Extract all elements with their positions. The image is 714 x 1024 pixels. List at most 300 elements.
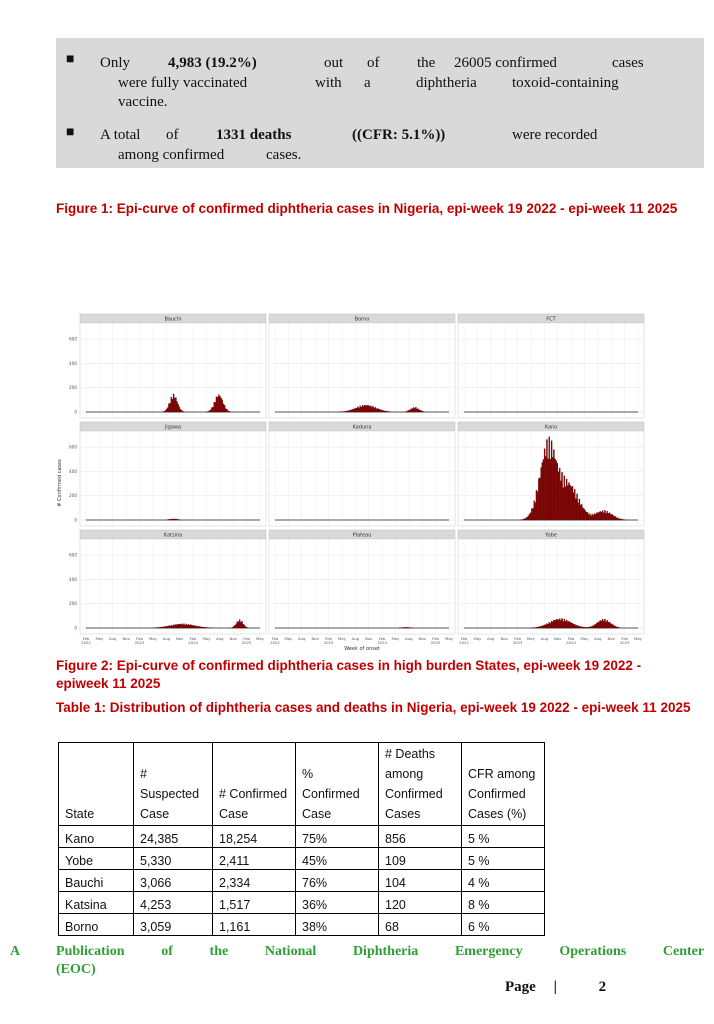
bar [608, 622, 609, 628]
bar [522, 519, 523, 520]
bar [550, 459, 551, 520]
y-tick-label: 0 [74, 409, 77, 415]
bar [588, 514, 589, 520]
table-cell: 120 [379, 892, 462, 914]
x-tick-year: 2022 [459, 640, 469, 645]
x-tick-label: Feb [82, 636, 90, 641]
bar [621, 519, 622, 520]
bar [615, 516, 616, 520]
bar [532, 508, 533, 520]
bar [599, 622, 600, 628]
bar [229, 411, 230, 412]
bullet2-word: of [166, 127, 179, 143]
page-separator: | [553, 979, 557, 995]
bar [353, 409, 354, 412]
bar [529, 514, 530, 520]
bar [174, 625, 175, 628]
bar [350, 410, 351, 412]
table-cell: 38% [296, 914, 379, 936]
bar [581, 504, 582, 520]
bar [556, 620, 557, 628]
bar [377, 408, 378, 412]
bar [190, 625, 191, 628]
bar [216, 397, 217, 412]
bar [541, 467, 542, 520]
bar [217, 397, 218, 412]
bar [163, 627, 164, 628]
bar [559, 468, 560, 520]
bar [165, 627, 166, 628]
x-tick-label: Feb [567, 636, 575, 641]
bar [542, 462, 543, 520]
bullet1-word: Only [100, 55, 130, 71]
bar [200, 627, 201, 628]
page-number [505, 979, 606, 996]
bar [179, 624, 180, 628]
y-axis-label: # Confirmed cases [57, 459, 63, 507]
bar [179, 407, 180, 412]
bar [608, 513, 609, 520]
bar [566, 479, 567, 520]
bar [172, 399, 173, 412]
bar [592, 626, 593, 628]
bar [563, 488, 564, 520]
bar [189, 625, 190, 628]
bar [611, 514, 612, 520]
x-tick-label: Aug [298, 636, 306, 641]
x-tick-label: Aug [487, 636, 495, 641]
bar [348, 411, 349, 412]
footer-word: Publication [56, 944, 125, 959]
summary-box [56, 38, 704, 168]
y-tick-label: 400 [69, 468, 77, 474]
bar [174, 519, 175, 520]
bar [603, 513, 604, 520]
x-tick-label: Nov [229, 636, 237, 641]
bar [560, 481, 561, 520]
x-tick-label: May [391, 636, 400, 641]
facet-title: Katsina [163, 532, 183, 539]
bar [528, 516, 529, 520]
bullet1-word: out [324, 55, 344, 71]
bar [601, 512, 602, 520]
table-cell: 68 [379, 914, 462, 936]
bar [596, 623, 597, 628]
bar [207, 627, 208, 628]
bullet1-word: with [315, 75, 342, 91]
bar [388, 411, 389, 412]
bullet-icon: ■ [66, 52, 75, 67]
bar [417, 409, 418, 412]
bar [365, 406, 366, 412]
bar [583, 627, 584, 628]
bar [577, 494, 578, 520]
bar [593, 515, 594, 520]
bar [180, 624, 181, 628]
facet-panel [80, 539, 266, 634]
bar [551, 621, 552, 628]
facet-title: Kano [544, 424, 558, 431]
bar [553, 620, 554, 628]
bar [561, 618, 562, 628]
bar [616, 518, 617, 520]
bar [578, 626, 579, 628]
table-cell: Katsina [59, 892, 134, 914]
x-tick-label: May [526, 636, 535, 641]
footer-word: Emergency [454, 944, 523, 959]
bar [418, 409, 419, 412]
page-number-value: 2 [598, 979, 607, 995]
bar [570, 485, 571, 520]
bar [175, 519, 176, 520]
bar [572, 486, 573, 520]
bar [531, 509, 532, 520]
bar [606, 622, 607, 628]
bar [386, 411, 387, 412]
bar [195, 626, 196, 628]
bar [573, 624, 574, 628]
x-tick-year: 2025 [241, 640, 252, 645]
header-confirmed: # Confirmed Case [213, 743, 296, 826]
bar [171, 519, 172, 520]
bar [558, 620, 559, 628]
table-row [59, 914, 545, 936]
bar [164, 627, 165, 628]
bar [587, 512, 588, 520]
bar [166, 409, 167, 412]
bar [411, 409, 412, 412]
bar [210, 410, 211, 412]
bar [603, 621, 604, 628]
x-tick-year: 2023 [134, 640, 145, 645]
x-tick-label: May [634, 636, 642, 641]
bar [173, 625, 174, 628]
bar [593, 626, 594, 628]
bar [349, 410, 350, 412]
bar [413, 407, 414, 412]
bar [196, 626, 197, 628]
x-tick-label: Nov [607, 636, 615, 641]
bar [219, 396, 220, 412]
bar [222, 400, 223, 412]
facet-panel [80, 431, 266, 526]
bar [246, 627, 247, 628]
bar [243, 624, 244, 628]
bar [211, 408, 212, 412]
bar [582, 627, 583, 628]
bar [583, 509, 584, 520]
x-tick-label: May [445, 636, 453, 641]
x-tick-label: Feb [378, 636, 386, 641]
x-tick-label: Feb [243, 636, 250, 641]
bar [367, 405, 368, 412]
y-tick-label: 600 [69, 336, 77, 342]
bar [221, 398, 222, 412]
bar [575, 625, 576, 628]
x-tick-year: 2025 [619, 640, 630, 645]
y-tick-label: 200 [69, 385, 77, 391]
bar [589, 514, 590, 520]
bar [384, 411, 385, 412]
header-state: State [59, 743, 134, 826]
y-tick-label: 400 [69, 360, 77, 366]
x-tick-label: Feb [432, 636, 439, 641]
table-cell: 1,517 [213, 892, 296, 914]
bar [192, 625, 193, 628]
bar [606, 513, 607, 520]
facet-panel [269, 431, 455, 526]
x-tick-label: Feb [325, 636, 332, 641]
bar [407, 411, 408, 412]
bar [594, 625, 595, 628]
x-tick-label: Nov [175, 636, 184, 641]
bar [564, 476, 565, 520]
bar [226, 409, 227, 412]
bar [406, 411, 407, 412]
bar [582, 508, 583, 520]
facet-title: Plateau [352, 532, 372, 539]
bar [604, 510, 605, 520]
bar [364, 405, 365, 412]
bar [245, 626, 246, 628]
y-tick-label: 200 [69, 601, 77, 607]
bar [404, 627, 405, 628]
bar [525, 518, 526, 520]
bar [549, 622, 550, 628]
bar [356, 408, 357, 412]
bar [615, 626, 616, 628]
bar [202, 627, 203, 628]
bar [594, 514, 595, 520]
bar [180, 409, 181, 412]
bar [368, 405, 369, 412]
x-tick-label: Nov [553, 636, 562, 641]
bar [551, 441, 552, 520]
x-tick-label: Feb [621, 636, 628, 641]
facet-panel [458, 539, 644, 634]
bar [538, 627, 539, 628]
bar [178, 519, 179, 520]
bar [171, 625, 172, 628]
bar [567, 485, 568, 520]
table-cell: 5,330 [134, 848, 213, 870]
bar [415, 407, 416, 412]
x-tick-label: Aug [351, 636, 360, 641]
table-cell: 18,254 [213, 826, 296, 848]
bullet2-word: cases. [266, 147, 302, 163]
figure1-caption: Figure 1: Epi-curve of confirmed diphtheria cases in Nigeria, epi-week 19 2022 - epi-week 11 2025 [56, 201, 678, 216]
bar [186, 624, 187, 628]
bar [170, 519, 171, 520]
bar [602, 511, 603, 520]
bullet1-word: a [364, 75, 371, 91]
x-tick-label: Aug [540, 636, 549, 641]
bar [611, 624, 612, 628]
bullet2-phrase: were recorded [512, 127, 598, 143]
distribution-table [58, 742, 545, 936]
bullet1-word: vaccine. [118, 94, 168, 110]
bar [579, 626, 580, 628]
footer-word: Operations [559, 944, 627, 959]
bullet2-deaths: 1331 deaths [216, 127, 292, 143]
bar [622, 519, 623, 520]
x-tick-label: Aug [216, 636, 224, 641]
bar [408, 627, 409, 628]
bar [560, 620, 561, 628]
bar [568, 483, 569, 520]
bar [161, 627, 162, 628]
bar [596, 513, 597, 520]
bar [419, 410, 420, 412]
bar [346, 411, 347, 412]
bar [550, 623, 551, 628]
table-cell: 104 [379, 870, 462, 892]
bar [549, 437, 550, 520]
bar [181, 410, 182, 412]
x-tick-year: 2022 [270, 640, 280, 645]
bar [355, 408, 356, 412]
table-cell: Borno [59, 914, 134, 936]
x-tick-label: May [202, 636, 211, 641]
bar [554, 620, 555, 628]
x-tick-label: Aug [109, 636, 117, 641]
x-tick-label: May [337, 636, 346, 641]
bar [543, 625, 544, 628]
x-tick-label: Feb [514, 636, 521, 641]
facet-panel [269, 539, 455, 634]
bar [595, 514, 596, 520]
bar [174, 398, 175, 412]
table-cell: 4,253 [134, 892, 213, 914]
epi-curve-chart [52, 312, 646, 654]
bar [182, 411, 183, 412]
table-cell: 45% [296, 848, 379, 870]
bar [573, 493, 574, 520]
bar [553, 450, 554, 520]
bar [610, 623, 611, 628]
x-tick-label: Aug [405, 636, 413, 641]
bar [172, 519, 173, 520]
bar [160, 627, 161, 628]
bar [214, 402, 215, 412]
bar [534, 501, 535, 520]
bar [554, 459, 555, 520]
bar [574, 489, 575, 520]
bar [524, 519, 525, 520]
bar [538, 479, 539, 520]
bar [599, 512, 600, 520]
bar [208, 411, 209, 412]
bar [578, 503, 579, 520]
bar [223, 404, 224, 412]
x-tick-label: May [148, 636, 157, 641]
bullet1-word: toxoid-containing [512, 75, 619, 91]
footer-word: Center [662, 944, 705, 959]
bar [357, 407, 358, 412]
bar [575, 499, 576, 520]
bar [233, 626, 234, 628]
bullet1-word: of [367, 55, 380, 71]
bar [173, 519, 174, 520]
table-cell: 76% [296, 870, 379, 892]
footer-word: of [161, 944, 173, 959]
bar [565, 487, 566, 520]
bar [545, 456, 546, 520]
bar [580, 505, 581, 520]
bar [354, 409, 355, 412]
bar [552, 622, 553, 628]
bullet1-word: cases [612, 55, 644, 71]
bar [372, 406, 373, 412]
page-label: Page [505, 979, 536, 995]
bar [403, 627, 404, 628]
table1-caption: Table 1: Distribution of diphtheria cases and deaths in Nigeria, epi-week 19 2022 - epi-week 11 2025 [56, 700, 691, 715]
bar [218, 395, 219, 412]
bar [241, 621, 242, 628]
table-cell: 4 % [462, 870, 545, 892]
bar [224, 405, 225, 412]
bar [595, 624, 596, 628]
table-cell: 2,334 [213, 870, 296, 892]
footer-word: Diphtheria [352, 944, 419, 959]
bar [607, 620, 608, 628]
y-tick-label: 400 [69, 576, 77, 582]
x-tick-year: 2024 [188, 640, 198, 645]
bar [566, 620, 567, 628]
bar [188, 624, 189, 628]
bar [587, 627, 588, 628]
bar [592, 514, 593, 520]
bar [614, 626, 615, 628]
bar [548, 459, 549, 520]
bar [239, 620, 240, 628]
epi-curve-svg [52, 312, 646, 654]
bar [170, 626, 171, 628]
bar [167, 408, 168, 412]
bar [405, 627, 406, 628]
table-row [59, 848, 545, 870]
bar [205, 627, 206, 628]
bar [410, 410, 411, 412]
bar [178, 404, 179, 412]
x-tick-year: 2024 [566, 640, 576, 645]
bar [534, 627, 535, 628]
bar [558, 472, 559, 520]
bullet-icon: ■ [66, 125, 75, 140]
bar [585, 627, 586, 628]
bullet1-confirmed-count: 26005 confirmed [454, 55, 557, 71]
bar [408, 410, 409, 412]
bar [360, 406, 361, 412]
header-pct-confirmed: % Confirmed Case [296, 743, 379, 826]
x-tick-year: 2023 [323, 640, 334, 645]
bar [181, 624, 182, 628]
bar [609, 622, 610, 628]
bar [559, 619, 560, 628]
figure2-caption: Figure 2: Epi-curve of confirmed diphtheria cases in high burden States, epi-week 19 2022 - epiweek 11 2025 [56, 658, 642, 691]
bar [361, 407, 362, 412]
facet-panel [458, 323, 644, 418]
bar [537, 492, 538, 520]
bar [371, 407, 372, 412]
x-tick-year: 2023 [512, 640, 523, 645]
x-tick-label: Aug [594, 636, 602, 641]
bar [571, 487, 572, 520]
bar [542, 626, 543, 628]
x-tick-label: Aug [162, 636, 171, 641]
bar [588, 627, 589, 628]
table-cell: 5 % [462, 826, 545, 848]
